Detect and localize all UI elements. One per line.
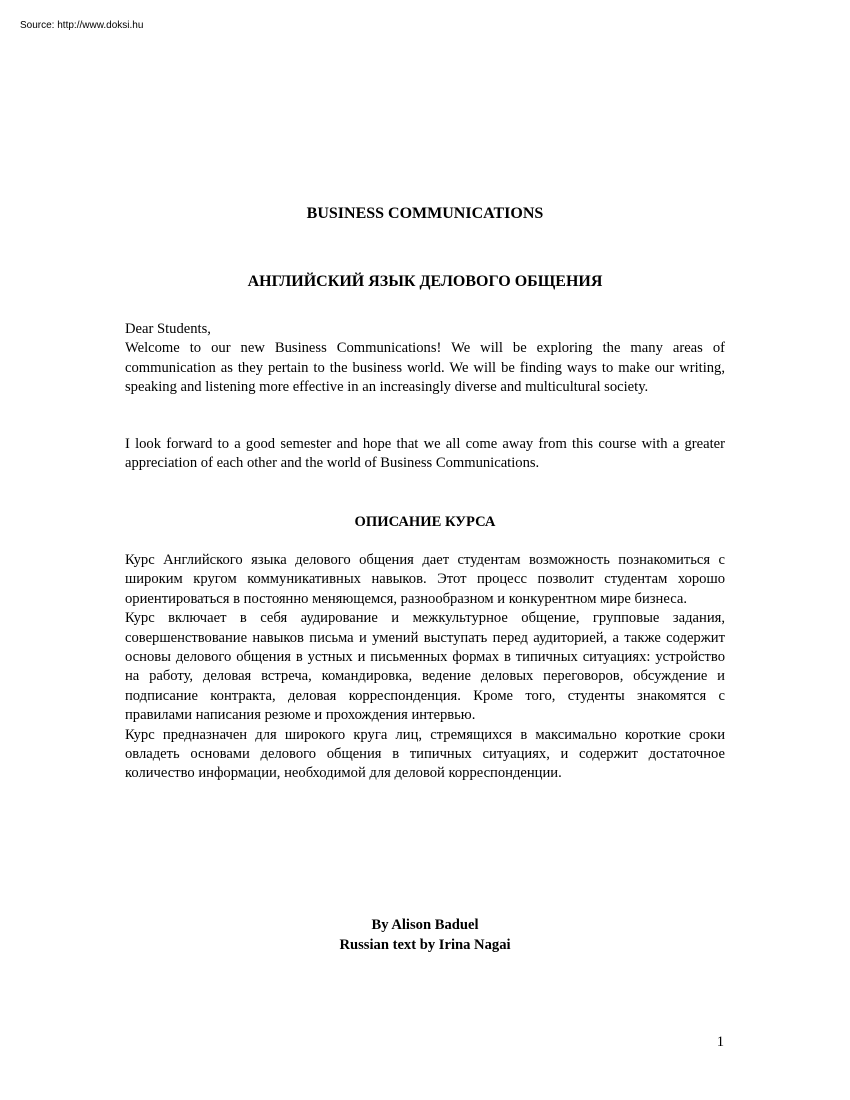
authors-block bbox=[0, 915, 850, 955]
welcome-letter-closing bbox=[125, 435, 725, 474]
translator-line: Russian text by Irina Nagai bbox=[339, 937, 511, 953]
page-number: 1 bbox=[716, 1034, 724, 1050]
course-paragraph-1: Курс Английского языка делового общения дает студентам возможность познакомиться с широким кругом коммуникативных навыков. Этот процесс позволит студентам хорошо ориентироваться в постоянно меняющемся, разнообразном и конкурентном мире бизнеса. bbox=[125, 552, 725, 607]
course-paragraph-2: Курс включает в себя аудирование и межкультурное общение, групповые задания, совершенствование навыков письма и умений выступать перед аудиторией, а также содержит основы делового общения в устных и письменных формах в типичных ситуациях: устройство на работу, деловая встреча, командировка, ведение деловых переговоров, обсуждение и подписание контракта, деловая корреспонденция. Кроме того, студенты знакомятся с правилами написания резюме и прохождения интервью. bbox=[125, 610, 725, 724]
course-description bbox=[125, 551, 725, 784]
course-paragraph-3: Курс предназначен для широкого круга лиц, стремящихся в максимально короткие сроки овладеть основами делового общения в типичных ситуациях, и содержит достаточное количество информации, необходимой для деловой корреспонденции. bbox=[125, 726, 725, 782]
letter-paragraph-1: Welcome to our new Business Communications! We will be exploring the many areas of communication as they pertain to the business world. We will be finding ways to make our writing, speaking and listening more effective in an increasingly diverse and multicultural society. bbox=[125, 340, 725, 396]
author-line: By Alison Baduel bbox=[371, 917, 479, 933]
welcome-letter bbox=[125, 320, 725, 398]
source-note: Source: http://www.doksi.hu bbox=[20, 20, 144, 31]
document-title-russian: АНГЛИЙСКИЙ ЯЗЫК ДЕЛОВОГО ОБЩЕНИЯ bbox=[247, 273, 603, 290]
letter-greeting: Dear Students, bbox=[125, 321, 211, 337]
course-description-heading: ОПИСАНИЕ КУРСА bbox=[354, 514, 496, 530]
document-title-english: BUSINESS COMMUNICATIONS bbox=[306, 205, 544, 222]
letter-paragraph-2: I look forward to a good semester and hope that we all come away from this course with a greater appreciation of each other and the world of Business Communications. bbox=[125, 436, 725, 472]
